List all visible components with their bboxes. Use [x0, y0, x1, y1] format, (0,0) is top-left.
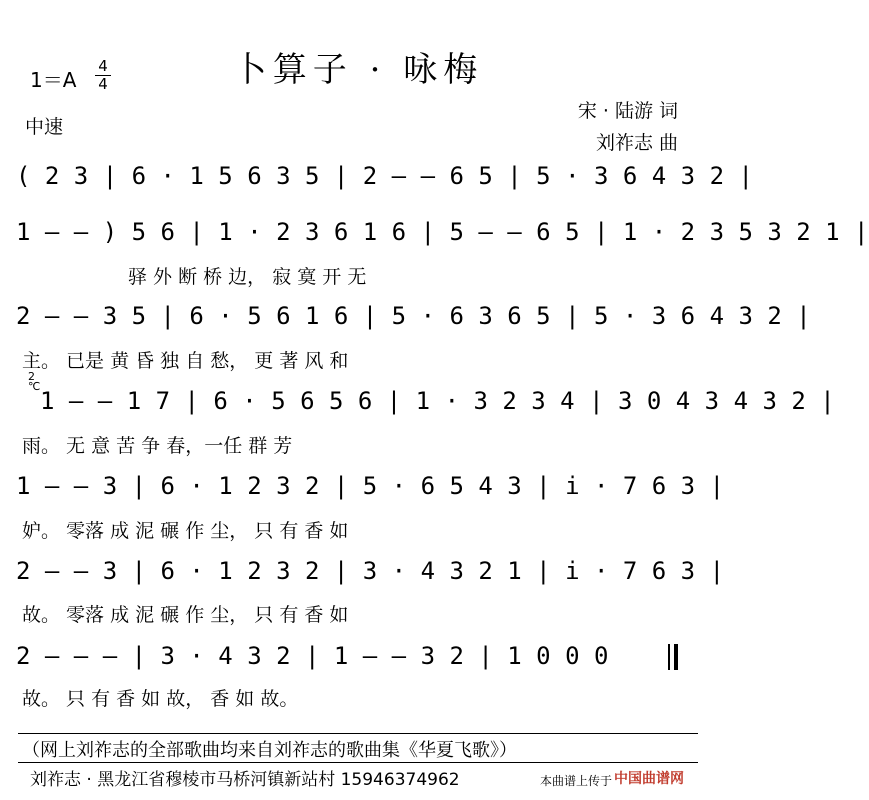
- final-barline-thick: [674, 644, 678, 670]
- score-line-2-notes: 1 — — ) 5 6 | 1 · 2 3 6 1 6 | 5 — — 6 5 | 1 · 2 3 5 3 2 1 |: [16, 218, 869, 246]
- footer-divider-middle: [18, 762, 698, 763]
- repeat-mark: 2 ℃: [28, 370, 41, 393]
- final-barline-thin: [668, 644, 670, 670]
- score-line-7-notes: 2 — — — | 3 · 4 3 2 | 1 — — 3 2 | 1 0 0 0: [16, 642, 609, 670]
- song-title: 卜算子 · 咏梅: [232, 50, 484, 90]
- footer-divider-top: [18, 733, 698, 734]
- score-line-1-notes: ( 2 3 | 6 · 1 5 6 3 5 | 2 — — 6 5 | 5 · 3 6 4 3 2 |: [16, 162, 753, 190]
- composer-credit: 刘祚志 曲: [595, 132, 678, 154]
- score-line-5-lyrics: 妒。 零落 成 泥 碾 作 尘， 只 有 香 如: [22, 520, 349, 542]
- time-signature-top: 4: [98, 57, 108, 75]
- tempo-marking: 中速: [25, 116, 64, 138]
- key-signature: 1＝A: [30, 68, 77, 92]
- time-signature-bottom: 4: [95, 75, 111, 93]
- score-line-3-lyrics: 主。 已是 黄 昏 独 自 愁， 更 著 风 和: [22, 350, 349, 372]
- score-line-3-notes: 2 — — 3 5 | 6 · 5 6 1 6 | 5 · 6 3 6 5 | 5 · 3 6 4 3 2 |: [16, 302, 811, 330]
- site-logo: 中国曲谱网: [614, 771, 684, 787]
- footer-note: （网上刘祚志的全部歌曲均来自刘祚志的歌曲集《华夏飞歌》）: [22, 740, 517, 761]
- footer-contact: 刘祚志 · 黑龙江省穆棱市马桥河镇新站村 15946374962: [30, 770, 460, 790]
- upload-note: 本曲谱上传于: [540, 774, 613, 788]
- score-line-4-notes: 1 — — 1 7 | 6 · 5 6 5 6 | 1 · 3 2 3 4 | 3 0 4 3 4 3 2 |: [40, 387, 835, 415]
- score-line-2-lyrics: 驿 外 断 桥 边， 寂 寞 开 无: [128, 266, 367, 288]
- score-line-6-lyrics: 故。 零落 成 泥 碾 作 尘， 只 有 香 如: [22, 604, 349, 626]
- score-line-7-lyrics: 故。 只 有 香 如 故， 香 如 故。: [22, 688, 299, 710]
- score-line-4-lyrics: 雨。 无 意 苦 争 春，一任 群 芳: [22, 435, 293, 457]
- lyricist-credit: 宋 · 陆游 词: [577, 100, 678, 122]
- score-line-5-notes: 1 — — 3 | 6 · 1 2 3 2 | 5 · 6 5 4 3 | i · 7 6 3 |: [16, 472, 725, 500]
- score-line-6-notes: 2 — — 3 | 6 · 1 2 3 2 | 3 · 4 3 2 1 | i · 7 6 3 |: [16, 557, 725, 585]
